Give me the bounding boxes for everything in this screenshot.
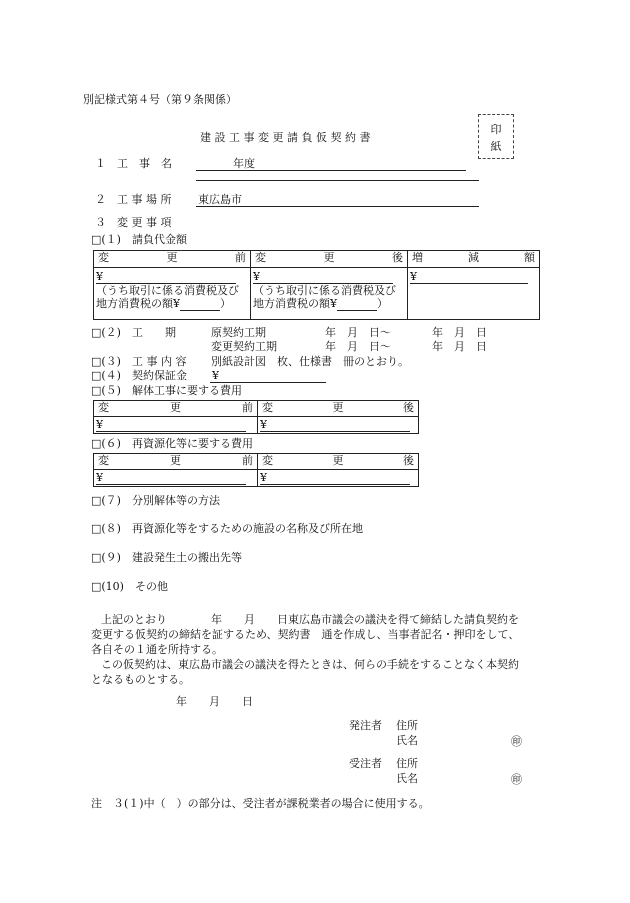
sec6-label: □(６) 再資源化等に要する費用 <box>91 437 253 450</box>
sec4-label: □(４) 契約保証金 <box>91 369 187 382</box>
after-amount-cell: ¥ （うち取引に係る消費税及び 地方消費税の額¥ ） <box>251 268 408 320</box>
demo-header-after: 変 更 後 <box>258 401 419 417</box>
construction-name-line2 <box>196 180 479 181</box>
deposit-yen: ¥ <box>212 369 219 382</box>
contractor-address-label: 住所 <box>396 757 418 770</box>
header-before: 変 更 前 <box>94 251 251 268</box>
contractor-role: 受注者 <box>349 757 382 770</box>
item2-label: ２ 工 事 場 所 <box>95 193 172 206</box>
body-p2-line2: となるものとする。 <box>91 673 190 686</box>
form-number: 別記様式第４号（第９条関係） <box>83 93 237 106</box>
contractor-seal-mark: ㊞ <box>511 773 522 786</box>
construction-site-line <box>196 206 479 207</box>
construction-site-value: 東広島市 <box>198 193 242 206</box>
footnote: 注 ３(１)中（ ）の部分は、受注者が課税業者の場合に使用する。 <box>91 797 430 810</box>
orig-period-label: 原契約工期 <box>211 326 266 339</box>
sec1-label: □(１) 請負代金額 <box>91 233 187 246</box>
orderer-role: 発注者 <box>349 719 382 732</box>
body-p2-line1: この仮契約は、東広島市議会の議決を得たときは、何らの手続をすることなく本契約 <box>101 658 519 671</box>
stamp-char-1: 印 <box>490 123 502 136</box>
document-title: 建 設 工 事 変 更 請 負 仮 契 約 書 <box>200 131 371 144</box>
demo-before-cell: ¥ <box>94 417 258 434</box>
sec8-label: □(８) 再資源化等をするための施設の名称及び所在地 <box>91 522 363 535</box>
tax-line1: （うち取引に係る消費税及び <box>96 284 239 297</box>
demo-header-before: 変 更 前 <box>94 401 258 417</box>
sec2-label: □(２) 工 期 <box>91 326 176 339</box>
sec3-value: 別紙設計図 枚、仕様書 冊のとおり。 <box>211 355 409 368</box>
recycle-header-after: 変 更 後 <box>258 454 419 470</box>
recycle-before-cell: ¥ <box>94 470 258 487</box>
changed-date-to: 年 月 日 <box>432 340 487 353</box>
construction-name-value: 年度 <box>233 157 255 170</box>
header-after: 変 更 後 <box>251 251 408 268</box>
orig-date-to: 年 月 日 <box>432 326 487 339</box>
sec5-label: □(５) 解体工事に要する費用 <box>91 384 242 397</box>
demo-after-cell: ¥ <box>258 417 419 434</box>
revenue-stamp-box <box>478 114 514 159</box>
stamp-char-2: 紙 <box>490 140 502 153</box>
orderer-address-label: 住所 <box>396 719 418 732</box>
contractor-name-label: 氏名 <box>396 772 418 785</box>
construction-name-line <box>196 170 466 171</box>
sec9-label: □(９) 建設発生土の搬出先等 <box>91 551 242 564</box>
deposit-line <box>210 382 326 383</box>
before-amount-cell: ¥ （うち取引に係る消費税及び 地方消費税の額¥ ） <box>94 268 251 320</box>
orderer-name-label: 氏名 <box>396 734 418 747</box>
diff-amount-cell: ¥ <box>408 268 540 320</box>
changed-period-label: 変更契約工期 <box>211 340 277 353</box>
orderer-seal-mark: ㊞ <box>511 735 522 748</box>
item3-label: ３ 変 更 事 項 <box>95 216 172 229</box>
sec10-label: □(10) その他 <box>91 580 168 593</box>
tax-line1-after: （うち取引に係る消費税及び <box>253 284 396 297</box>
orig-date-from: 年 月 日～ <box>325 326 391 339</box>
demolition-cost-table <box>93 400 419 434</box>
contract-amount-table <box>93 250 540 320</box>
sec7-label: □(７) 分別解体等の方法 <box>91 494 220 507</box>
changed-date-from: 年 月 日～ <box>325 340 391 353</box>
recycle-header-before: 変 更 前 <box>94 454 258 470</box>
body-p1-line3: 各自その１通を所持する。 <box>91 643 223 656</box>
body-p1-line1: 上記のとおり 年 月 日東広島市議会の議決を得て締結した請負契約を <box>101 613 519 626</box>
recycling-cost-table <box>93 453 419 487</box>
sec3-label: □(３) 工 事 内 容 <box>91 355 187 368</box>
signing-date: 年 月 日 <box>176 695 253 708</box>
item1-label: １ 工 事 名 <box>95 157 172 170</box>
header-diff: 増 減 額 <box>408 251 540 268</box>
recycle-after-cell: ¥ <box>258 470 419 487</box>
body-p1-line2: 変更する仮契約の締結を証するため、契約書 通を作成し、当事者記名・押印をして、 <box>91 628 520 641</box>
